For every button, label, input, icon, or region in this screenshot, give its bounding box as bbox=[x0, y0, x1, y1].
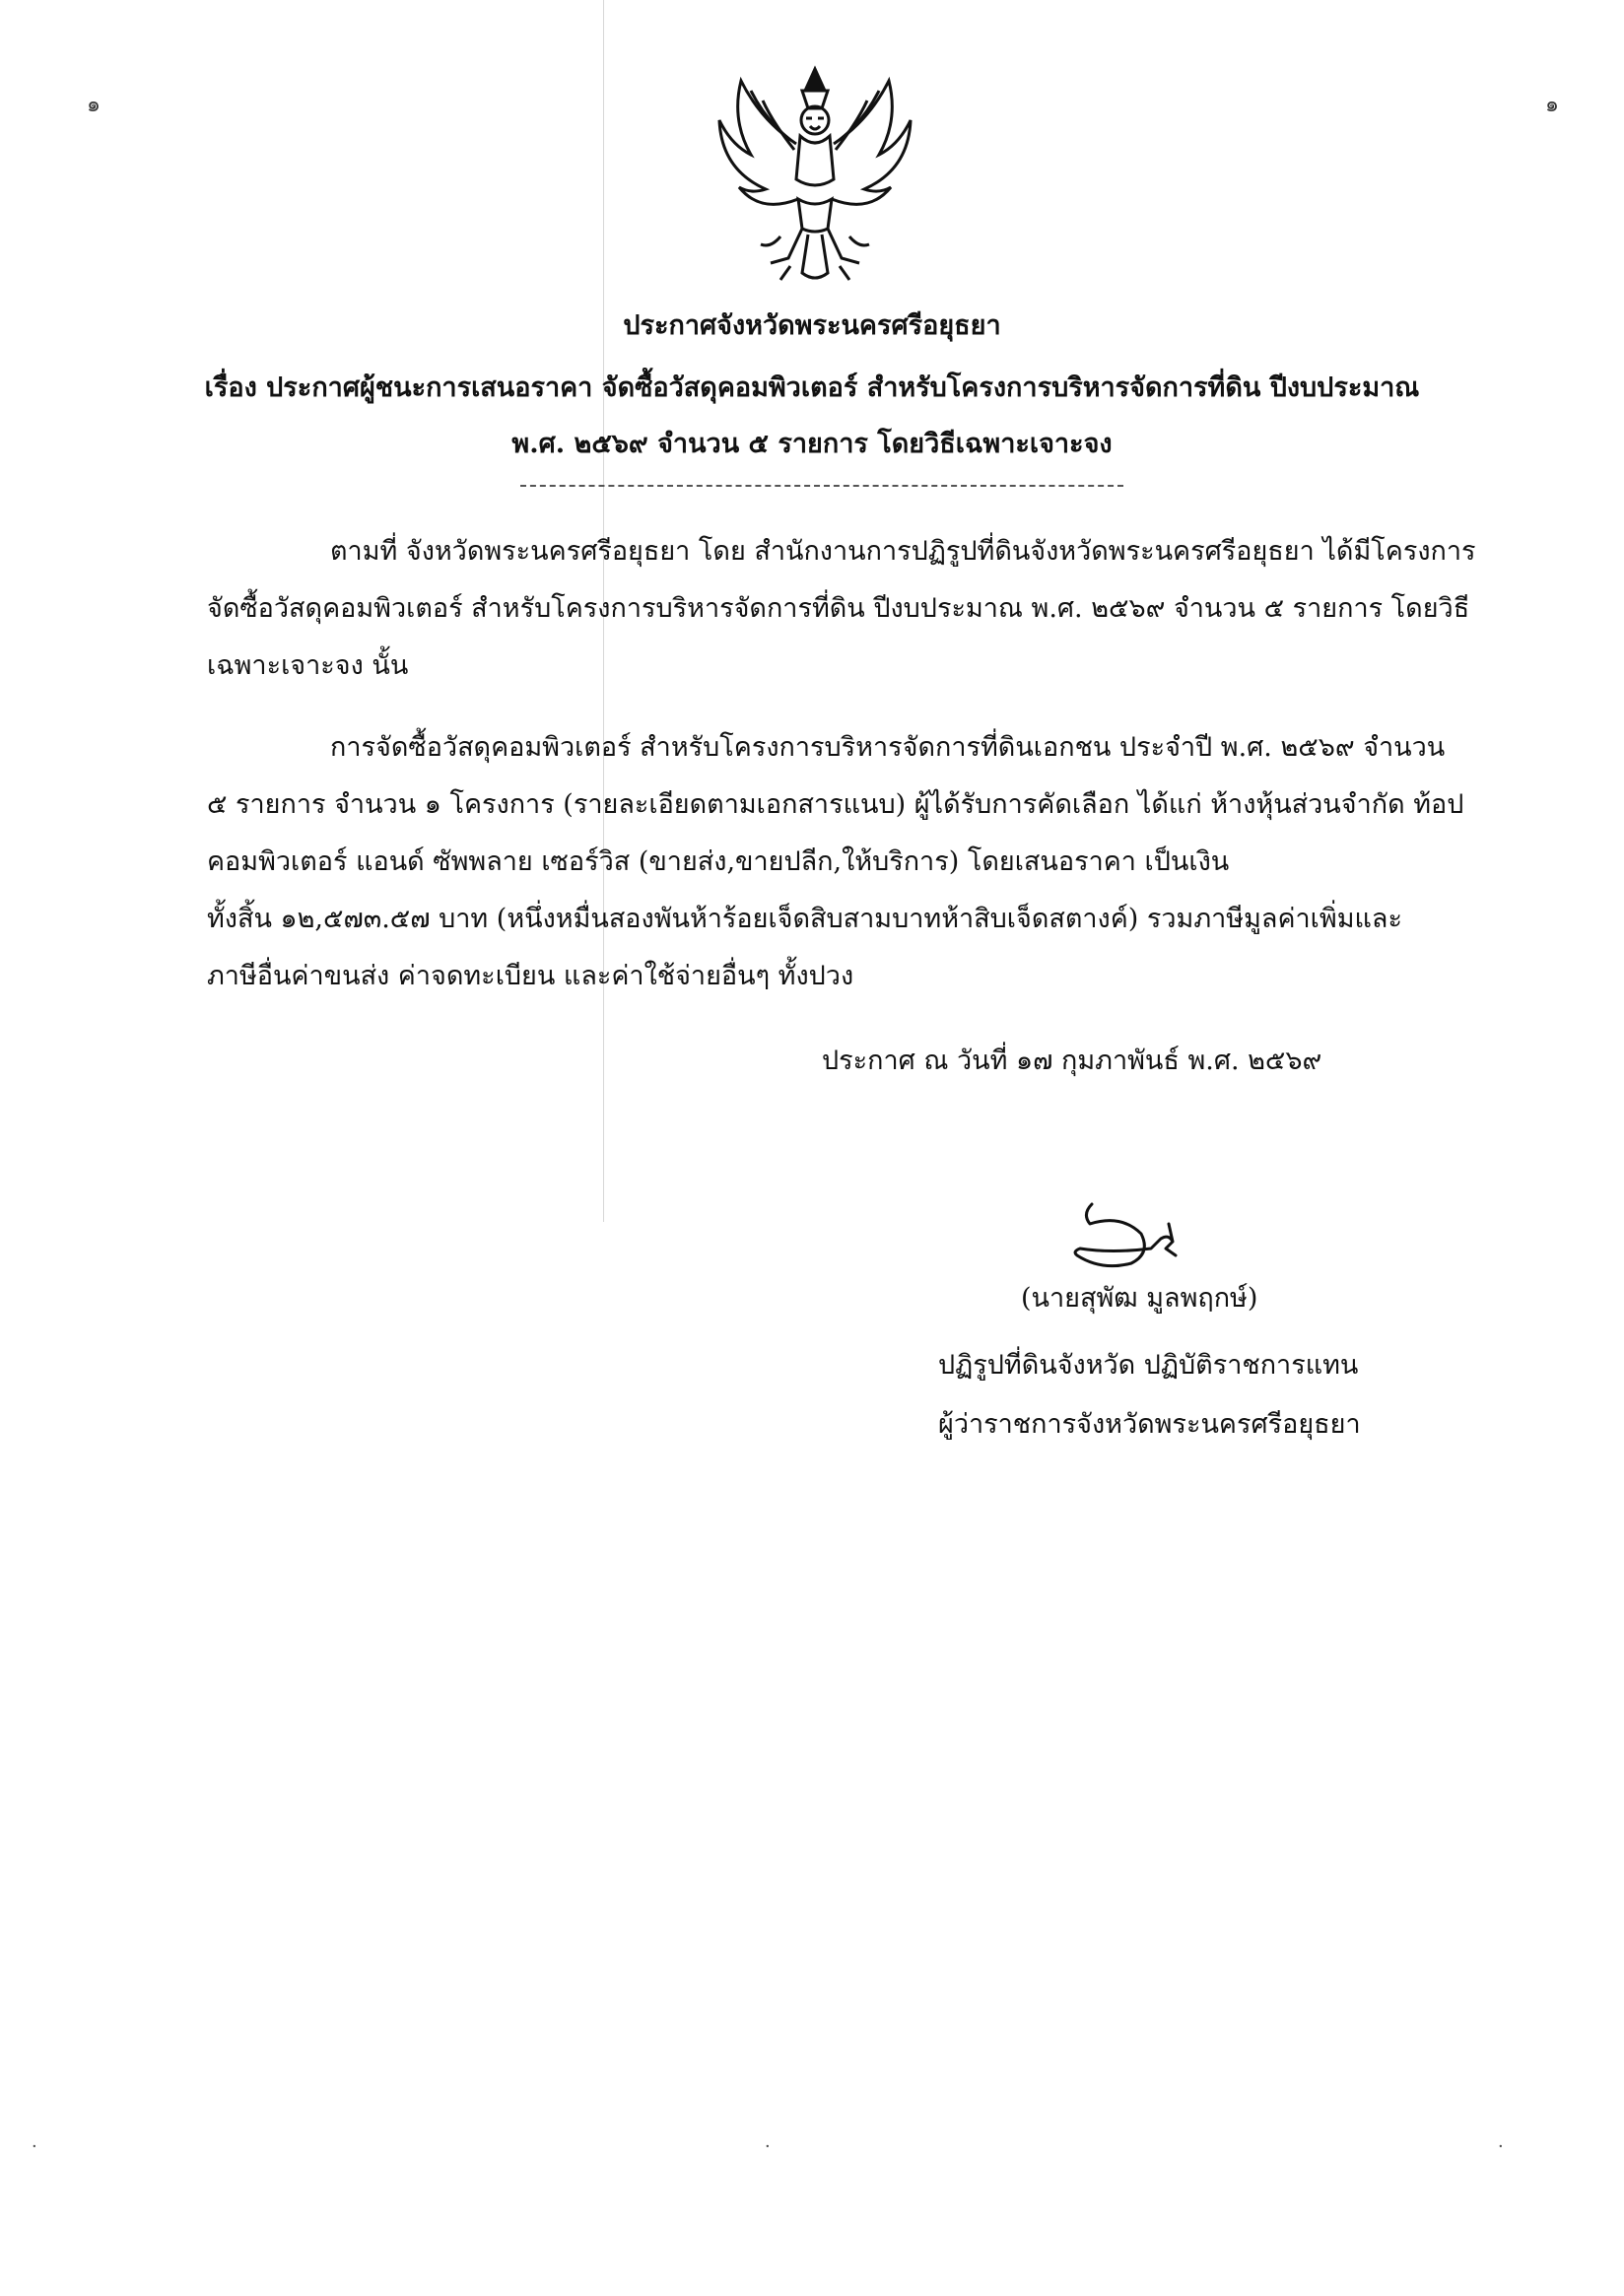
announce-date: ประกาศ ณ วันที่ ๑๗ กุมภาพันธ์ พ.ศ. ๒๕๖๙ bbox=[822, 1046, 1322, 1076]
paragraph2-line4: ทั้งสิ้น ๑๒,๕๗๓.๕๗ บาท (หนึ่งหมื่นสองพันห้าร้อยเจ็ดสิบสามบาทห้าสิบเจ็ดสตางค์) รวมภาษีมูลค่าเพิ่มและ bbox=[207, 904, 1402, 934]
handwritten-signature bbox=[1062, 1194, 1190, 1283]
garuda-emblem bbox=[711, 61, 918, 288]
paragraph1-line2: จัดซื้อวัสดุคอมพิวเตอร์ สำหรับโครงการบริหารจัดการที่ดิน ปีงบประมาณ พ.ศ. ๒๕๖๙ จำนวน ๕ รายการ โดยวิธี bbox=[207, 593, 1470, 624]
subject-line-1: เรื่อง ประกาศผู้ชนะการเสนอราคา จัดซื้อวัสดุคอมพิวเตอร์ สำหรับโครงการบริหารจัดการที่ดิน ปีงบประมาณ bbox=[204, 372, 1420, 403]
paragraph1-line1: ตามที่ จังหวัดพระนครศรีอยุธยา โดย สำนักงานการปฏิรูปที่ดินจังหวัดพระนครศรีอยุธยา ได้มีโครงการ bbox=[330, 536, 1476, 567]
title-divider bbox=[520, 485, 1123, 487]
scan-artifact: · bbox=[1498, 2136, 1504, 2157]
subject-line-2: พ.ศ. ๒๕๖๙ จำนวน ๕ รายการ โดยวิธีเฉพาะเจาะจง bbox=[511, 429, 1113, 459]
paragraph2-line2: ๕ รายการ จำนวน ๑ โครงการ (รายละเอียดตามเอกสารแนบ) ผู้ได้รับการคัดเลือก ได้แก่ ห้างหุ้นส่วนจำกัด ท้อป bbox=[207, 789, 1464, 820]
page-mark-right: ๑ bbox=[1545, 93, 1559, 117]
paragraph2-line5: ภาษีอื่นค่าขนส่ง ค่าจดทะเบียน และค่าใช้จ่ายอื่นๆ ทั้งปวง bbox=[207, 961, 854, 991]
paragraph1-line3: เฉพาะเจาะจง นั้น bbox=[207, 650, 409, 681]
scan-artifact: · bbox=[32, 2136, 37, 2157]
signatory-position-1: ปฏิรูปที่ดินจังหวัด ปฏิบัติราชการแทน bbox=[938, 1350, 1359, 1381]
paragraph2-line1: การจัดซื้อวัสดุคอมพิวเตอร์ สำหรับโครงการบริหารจัดการที่ดินเอกชน ประจำปี พ.ศ. ๒๕๖๙ จำนวน bbox=[330, 732, 1446, 763]
page-mark-left: ๑ bbox=[87, 93, 101, 117]
paragraph2-line3: คอมพิวเตอร์ แอนด์ ซัพพลาย เซอร์วิส (ขายส่ง,ขายปลีก,ให้บริการ) โดยเสนอราคา เป็นเงิน bbox=[207, 846, 1230, 877]
signatory-position-2: ผู้ว่าราชการจังหวัดพระนครศรีอยุธยา bbox=[938, 1409, 1361, 1440]
scan-artifact: · bbox=[765, 2136, 771, 2157]
document-title: ประกาศจังหวัดพระนครศรีอยุธยา bbox=[623, 310, 1001, 341]
signatory-name: (นายสุพัฒ มูลพฤกษ์) bbox=[1021, 1283, 1258, 1314]
